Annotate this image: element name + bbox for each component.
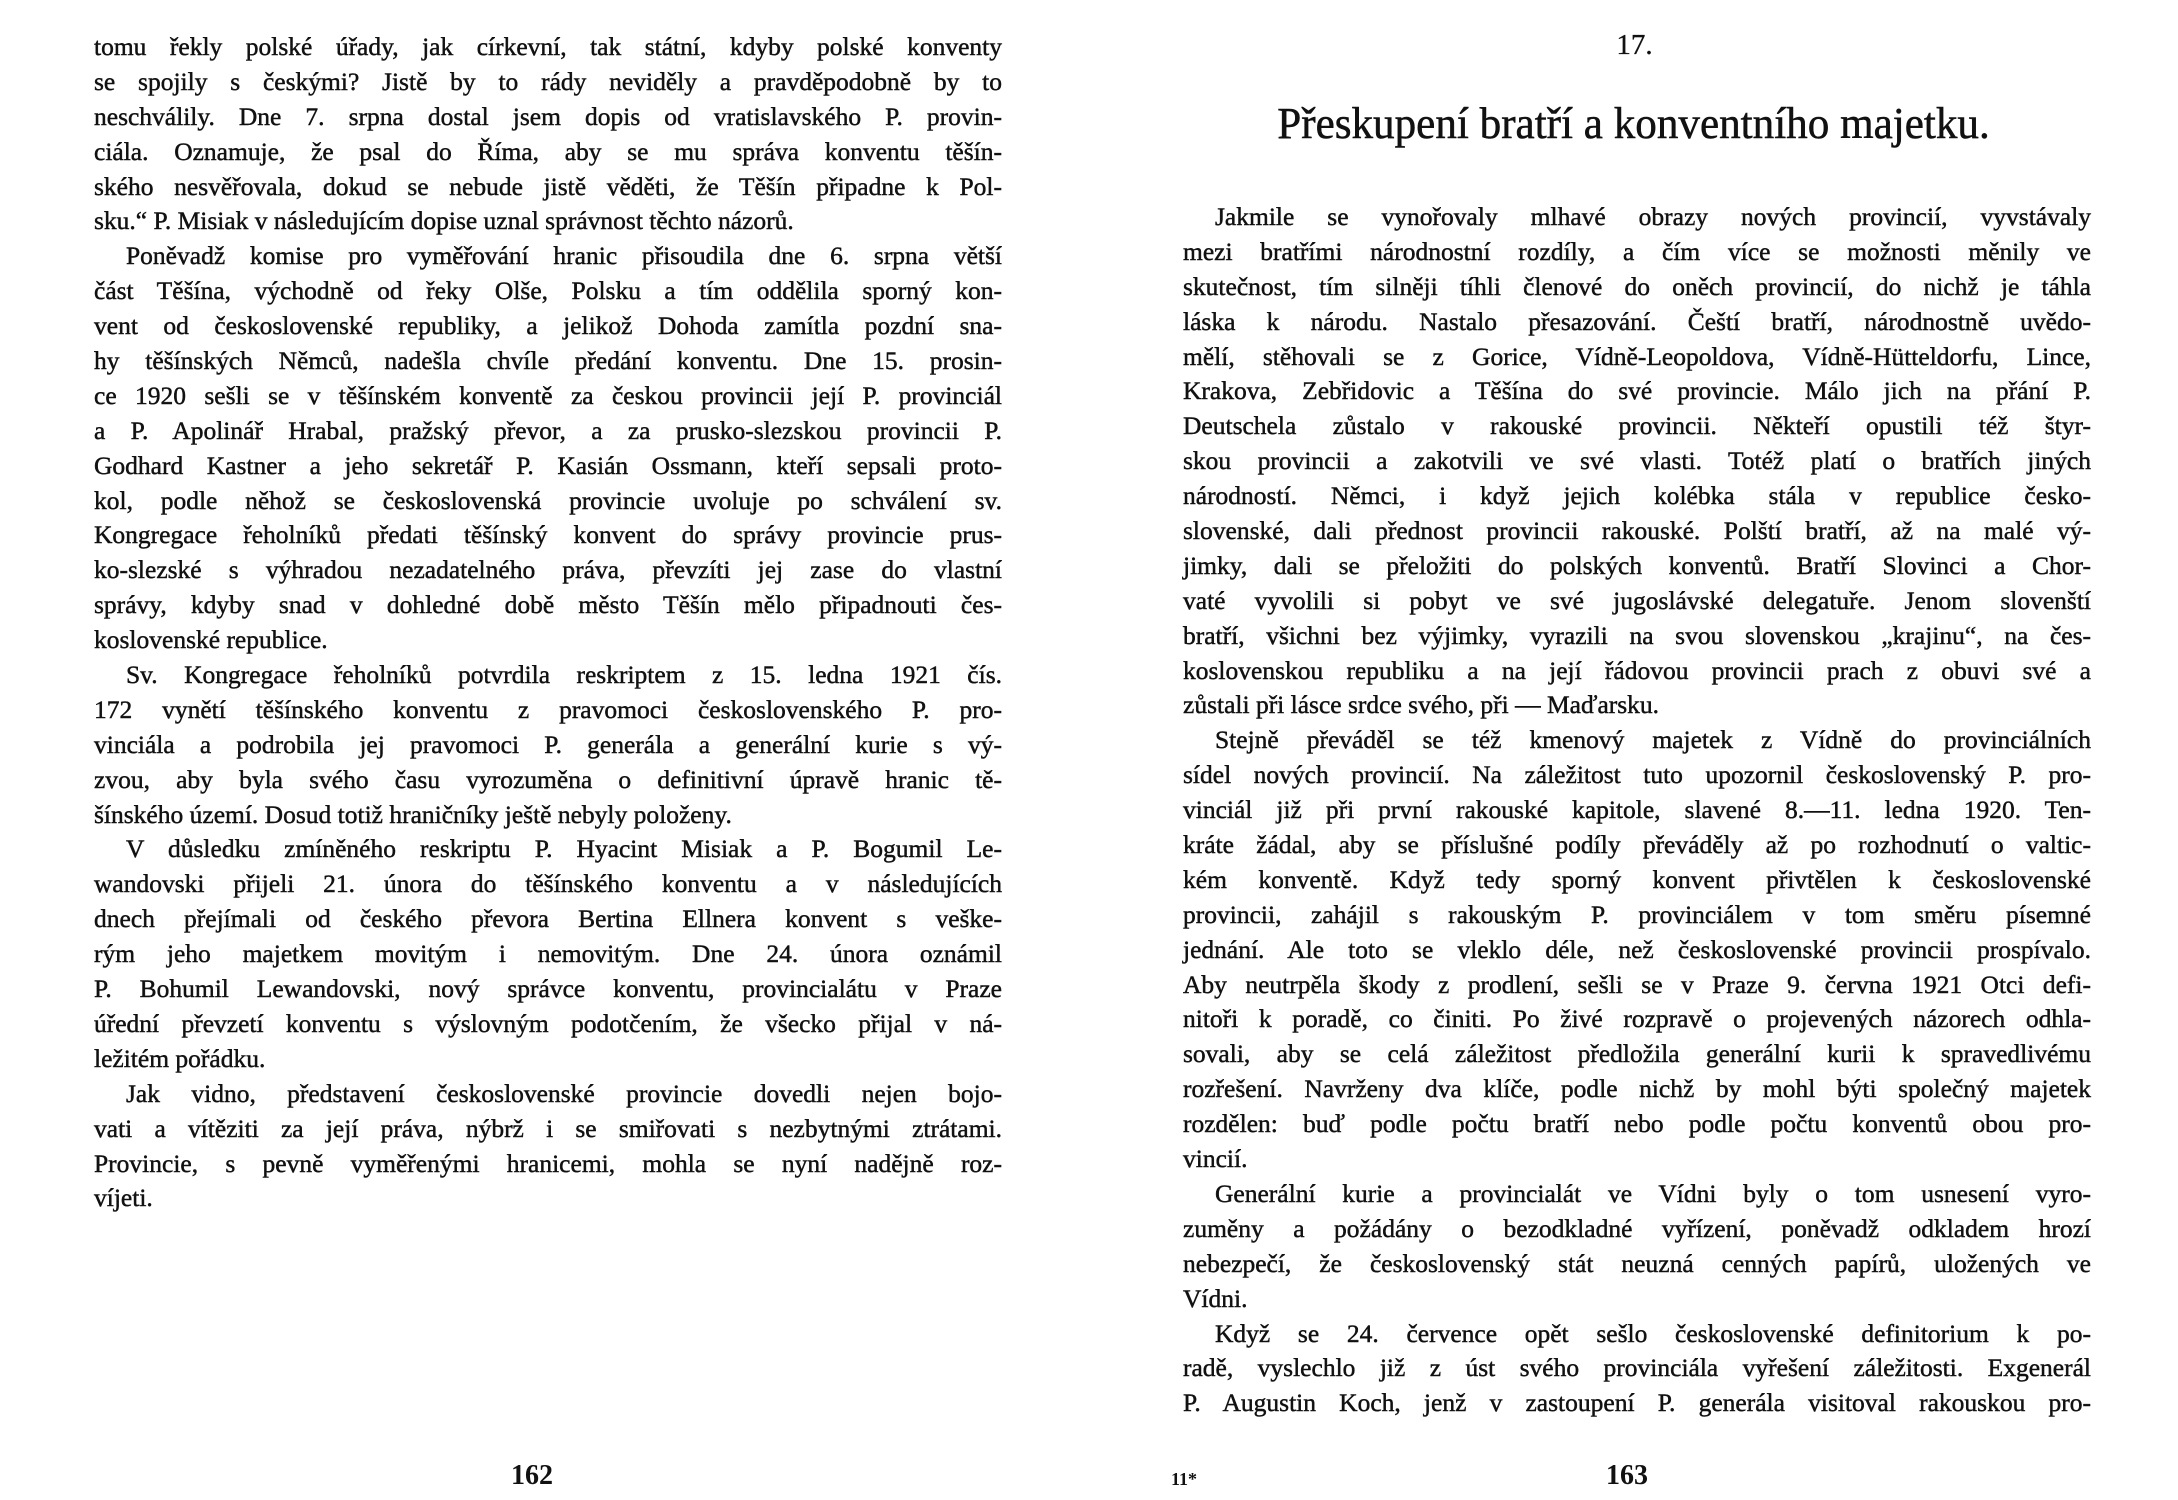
- paragraph: [94, 239, 1002, 658]
- text-line: vinciál již při první rakouské kapitole, slavené 8.—11. ledna 1920. Ten-: [1183, 795, 2091, 825]
- text-line: ležitém pořádku.: [94, 1043, 266, 1073]
- text-line: vent od československé republiky, a jelikož Dohoda zamítla pozdní sna-: [94, 311, 1002, 341]
- text-line: sovali, aby se celá záležitost předložila generální kurii k spravedlivému: [1183, 1039, 2091, 1069]
- text-line: Sv. Kongregace řeholníků potvrdila reskriptem z 15. ledna 1921 čís.: [126, 660, 1002, 690]
- text-line: ciála. Oznamuje, že psal do Říma, aby se mu správa konventu těšín-: [94, 136, 1002, 166]
- text-line: skutečnost, tím silněji tíhli členové do oněch provincií, do nichž je táhla: [1183, 271, 2091, 301]
- text-line: jednání. Ale toto se vleklo déle, než československé provincii prospívalo.: [1183, 934, 2091, 964]
- left-page-body: [94, 30, 1002, 1216]
- text-line: P. Augustin Koch, jenž v zastoupení P. generála visitoval rakouskou pro-: [1183, 1388, 2091, 1418]
- text-line: kol, podle něhož se československá provincie uvoluje po schválení sv.: [94, 485, 1002, 515]
- text-line: sku.“ P. Misiak v následujícím dopise uznal správnost těchto názorů.: [94, 206, 794, 236]
- text-line: vinciála a podrobila jej pravomoci P. generála a generální kurie s vý-: [94, 729, 1002, 759]
- text-line: vincií.: [1183, 1144, 1248, 1174]
- text-line: koslovenskou republiku a na její řádovou provincii prach z obuvi své a: [1183, 655, 2091, 685]
- text-line: zvou, aby byla svého času vyrozuměna o definitivní úpravě hranic tě-: [94, 764, 1002, 794]
- text-line: Jak vidno, představení československé provincie dovedli nejen bojo-: [126, 1078, 1002, 1108]
- paragraph: [94, 1077, 1002, 1217]
- paragraph: [1183, 723, 2091, 1177]
- text-line: rozdělen: buď podle počtu bratří nebo podle počtu konventů obou pro-: [1183, 1109, 2091, 1139]
- text-line: wandovski přijeli 21. února do těšínského konventu a v následujících: [94, 869, 1002, 899]
- text-line: zůstali při lásce srdce svého, při — Maďarsku.: [1183, 690, 1660, 720]
- paragraph: [94, 832, 1002, 1076]
- text-line: Stejně převáděl se též kmenový majetek z Vídně do provinciálních: [1215, 725, 2091, 755]
- text-line: slovenské, dali přednost provincii rakouské. Polští bratří, až na malé vý-: [1183, 516, 2091, 546]
- text-line: část Těšína, východně od řeky Olše, Polsku a tím oddělila sporný kon-: [94, 276, 1002, 306]
- text-line: národností. Němci, i když jejich kolébka stála v republice česko-: [1183, 481, 2091, 511]
- text-line: 172 vynětí těšínského konventu z pravomoci československého P. pro-: [94, 694, 1002, 724]
- text-line: rozřešení. Navrženy dva klíče, podle nichž by mohl býti společný majetek: [1183, 1074, 2091, 1104]
- text-line: šínského území. Dosud totiž hraničníky ještě nebyly položeny.: [94, 799, 732, 829]
- text-line: Když se 24. července opět sešlo československé definitorium k po-: [1215, 1318, 2091, 1348]
- text-line: Provincie, s pevně vyměřenými hranicemi, mohla se nyní nadějně roz-: [94, 1148, 1002, 1178]
- paragraph: [94, 30, 1002, 239]
- text-line: a P. Apolinář Hrabal, pražský převor, a za prusko-slezskou provincii P.: [94, 415, 1002, 445]
- text-line: Kongregace řeholníků předati těšínský konvent do správy provincie prus-: [94, 520, 1002, 550]
- text-line: ce 1920 sešli se v těšínském konventě za českou provincii její P. provinciál: [94, 380, 1002, 410]
- paragraph: [1183, 1177, 2091, 1317]
- text-line: kráte žádal, aby se příslušné podíly převáděly až po rozhodnutí o valtic-: [1183, 830, 2091, 860]
- text-line: správy, kdyby snad v dohledné době město Těšín mělo připadnouti čes-: [94, 590, 1002, 620]
- text-line: dnech přejímali od českého převora Bertina Ellnera konvent s veške-: [94, 904, 1002, 934]
- text-line: skou provincii a zakotvili ve své vlasti. Totéž platí o bratřích jiných: [1183, 446, 2091, 476]
- text-line: kém konventě. Když tedy sporný konvent přivtělen k československé: [1183, 864, 2091, 894]
- text-line: úřední převzetí konventu s výslovným podotčením, že všecko přijal v ná-: [94, 1008, 1002, 1038]
- text-line: provincii, zahájil s rakouským P. provinciálem v tom směru písemné: [1183, 899, 2091, 929]
- text-line: vati a vítěziti za její práva, nýbrž i se smiřovati s nezbytnými ztrátami.: [94, 1113, 1002, 1143]
- text-line: víjeti.: [94, 1183, 153, 1213]
- text-line: tomu řekly polské úřady, jak církevní, tak státní, kdyby polské konventy: [94, 32, 1002, 61]
- text-line: Aby neutrpěla škody z prodlení, sešli se v Praze 9. června 1921 Otci defi-: [1183, 969, 2091, 999]
- text-line: V důsledku zmíněného reskriptu P. Hyacint Misiak a P. Bogumil Le-: [126, 834, 1002, 864]
- text-line: Poněvadž komise pro vyměřování hranic přisoudila dne 6. srpna větší: [126, 241, 1002, 271]
- text-line: zuměny a požádány o bezodkladné vyřízení, poněvadž odkladem hrozí: [1183, 1213, 2091, 1243]
- text-line: jimky, dali se přeložiti do polských konventů. Bratří Slovinci a Chor-: [1183, 550, 2091, 580]
- printer-signature-mark: 11*: [1171, 1469, 1198, 1489]
- text-line: radě, vyslechlo již z úst svého provinciála vyřešení záležitosti. Exgenerál: [1183, 1353, 2091, 1383]
- text-line: nebezpečí, že československý stát neuzná cenných papírů, uložených ve: [1183, 1248, 2091, 1278]
- left-page-number: 162: [511, 1460, 553, 1491]
- text-line: Jakmile se vynořovaly mlhavé obrazy nových provincií, vyvstávaly: [1215, 202, 2091, 231]
- chapter-title: Přeskupení bratří a konventního majetku.: [1277, 99, 1990, 148]
- text-line: koslovenské republice.: [94, 625, 328, 655]
- paragraph: [1183, 200, 2091, 723]
- text-line: vaté vyvolili si pobyt ve své jugoslávské delegatuře. Jenom slovenští: [1183, 585, 2091, 615]
- text-line: se spojily s českými? Jistě by to rády neviděly a pravděpodobně by to: [94, 66, 1002, 96]
- right-page: [1089, 0, 2178, 1500]
- right-page-number: 163: [1606, 1460, 1648, 1491]
- text-line: ko-slezské s výhradou nezadatelného práva, převzíti jej zase do vlastní: [94, 555, 1002, 585]
- text-line: hy těšínských Němců, nadešla chvíle předání konventu. Dne 15. prosin-: [94, 346, 1002, 376]
- text-line: Godhard Kastner a jeho sekretář P. Kasián Ossmann, kteří sepsali proto-: [94, 450, 1002, 480]
- text-line: Generální kurie a provincialát ve Vídni byly o tom usnesení vyro-: [1215, 1178, 2091, 1208]
- text-line: P. Bohumil Lewandovski, nový správce konventu, provincialátu v Praze: [94, 974, 1002, 1004]
- text-line: neschválily. Dne 7. srpna dostal jsem dopis od vratislavského P. provin-: [94, 101, 1002, 131]
- text-line: bratří, všichni bez výjimky, vyrazili na svou slovenskou „krajinu“, na čes-: [1183, 620, 2091, 650]
- text-line: ského nesvěřovala, dokud se nebude jistě věděti, že Těšín připadne k Pol-: [94, 171, 1002, 201]
- text-line: mezi bratřími národnostní rozdíly, a čím více se možnosti měnily ve: [1183, 236, 2091, 266]
- text-line: sídel nových provincií. Na záležitost tuto upozornil československý P. pro-: [1183, 760, 2091, 790]
- chapter-number: 17.: [1616, 29, 1653, 61]
- paragraph: [94, 658, 1002, 832]
- right-page-body: [1183, 200, 2091, 1421]
- text-line: rým jeho majetkem movitým i nemovitým. Dne 24. února oznámil: [94, 939, 1002, 969]
- text-line: Deutschela zůstalo v rakouské provincii. Někteří opustili též štyr-: [1183, 411, 2091, 441]
- text-line: mělí, stěhovali se z Gorice, Vídně-Leopoldova, Vídně-Hütteldorfu, Lince,: [1183, 341, 2091, 371]
- text-line: láska k národu. Nastalo přesazování. Čeští bratří, národnostně uvědo-: [1183, 306, 2091, 336]
- text-line: Krakova, Zebřidovic a Těšína do své provincie. Málo jich na přání P.: [1183, 376, 2091, 406]
- text-line: Vídni.: [1183, 1283, 1248, 1313]
- paragraph: [1183, 1317, 2091, 1422]
- text-line: nitoři k poradě, co činiti. Po živé rozpravě o projevených názorech odhla-: [1183, 1004, 2091, 1034]
